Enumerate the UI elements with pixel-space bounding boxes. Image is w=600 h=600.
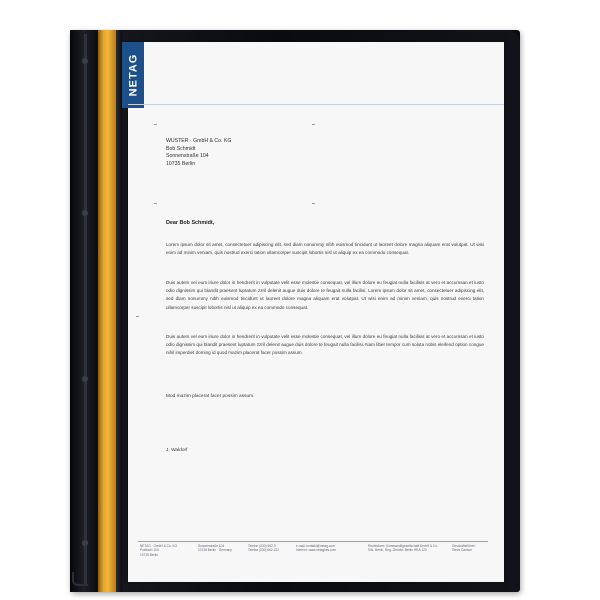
recipient-address [166, 138, 231, 168]
footer-column [296, 544, 336, 553]
address-name: Bob Schmidt [166, 145, 196, 152]
punch-mark [136, 316, 139, 317]
signature-name: J. Waldorf [166, 448, 188, 453]
footer-text: Telefax (030) 662-222 [248, 548, 280, 553]
footer-text: Sonnenstraße 104 [198, 544, 225, 548]
footer-text: NETAG · GmbH & Co. KG [140, 544, 178, 548]
footer-text: 10735 Berlin · Germany [198, 548, 232, 553]
address-company: WUSTER · GmbH & Co. KG [166, 138, 232, 144]
footer-rule [138, 541, 488, 542]
footer-text: Rechtsform: Kommanditgesellschaft GmbH & Co. [368, 544, 438, 548]
rail-rivet [82, 210, 88, 216]
fold-mark [312, 124, 315, 125]
fold-mark [154, 124, 157, 125]
footer-column [452, 544, 476, 553]
binding-hook [72, 572, 88, 586]
rail-rivet [82, 58, 88, 64]
address-city: 10735 Berlin [166, 160, 196, 167]
body-paragraph: Lorem ipsum dolor sit amet, consectetuer adipiscing elit, sed diam nonummy nibh euismod tincidunt ut laoreet dolore magna aliquam erat volutpat. Ut wisi enim ad minim veniam, quis nostrud exerci tation ullamcorper suscipit lobortis nisl ut aliquip ex ea commodo consequat. [166, 242, 484, 256]
footer-text: 10735 Berlin [140, 552, 158, 557]
binding-rail [84, 34, 87, 586]
footer-column [140, 544, 177, 557]
footer-column [368, 544, 438, 553]
footer-text: Internet: www.netagkes.com [296, 548, 337, 553]
salutation: Dear Bob Schmidt, [166, 220, 215, 226]
strip-edge [116, 30, 122, 592]
letter-sheet [128, 42, 504, 582]
closing-line: Mod mazim placerat facer possim assum. [166, 394, 255, 399]
footer-text: Geschäftsführer: [452, 544, 476, 548]
footer-text: Telefon (030) 662-0 [248, 544, 276, 548]
footer-text: Postfach 104 [140, 548, 159, 553]
body-paragraph: Duis autem vel eum iriure dolor in hendrerit in vulputate velit esse molestie consequat, vel illum dolore eu feugiat nulla facilisis at vero et accumsan et iusto odio dignissim qui blandit praesent luptatum zzril delenit augue duis dolore te feugait nulla facilisi. Nam liber tempor cum soluta nobis eleifend option congue nihil imperdiet doming id quod mazim placerat facer possim assum. [166, 334, 484, 356]
rail-rivet [82, 376, 88, 382]
body-paragraph: Duis autem vel eum iriure dolor in hendrerit in vulputate velit esse molestie consequat, vel illum dolore eu feugiat nulla facilisis at vero et accumsan et iusto odio dignissim qui blandit praesent luptatum zzril delenit augue duis dolore te feugait nulla facilisi. Lorem ipsum dolor sit amet, consectetuer adipiscing elit, sed diam nonummy nibh euismod tincidunt ut laoreet dolore magna aliquam erat volutpat. Ut wisi enim ad minim veniam, quis nostrud exerci tation ullamcorper suscipit lobortis nisl ut aliquip ex ea commodo consequat. [166, 280, 484, 310]
letterhead-rule [128, 104, 504, 105]
footer-text: e-mail: kontakt@netag.com [296, 544, 335, 548]
rail-rivet [82, 540, 88, 546]
footer-column [198, 544, 232, 553]
brand-logo-text: NETAG [127, 53, 139, 97]
yellow-binding-strip [98, 30, 116, 592]
address-street: Sonnenstraße 104 [166, 153, 209, 160]
footer-text: Sitz: Berlin, Reg.-Gericht: Berlin HRA 123 [368, 548, 427, 553]
fold-mark [154, 203, 157, 204]
fold-mark [312, 203, 315, 204]
footer-text: Steve Carlson [452, 548, 473, 553]
footer-column [248, 544, 279, 553]
brand-logo [122, 42, 144, 108]
